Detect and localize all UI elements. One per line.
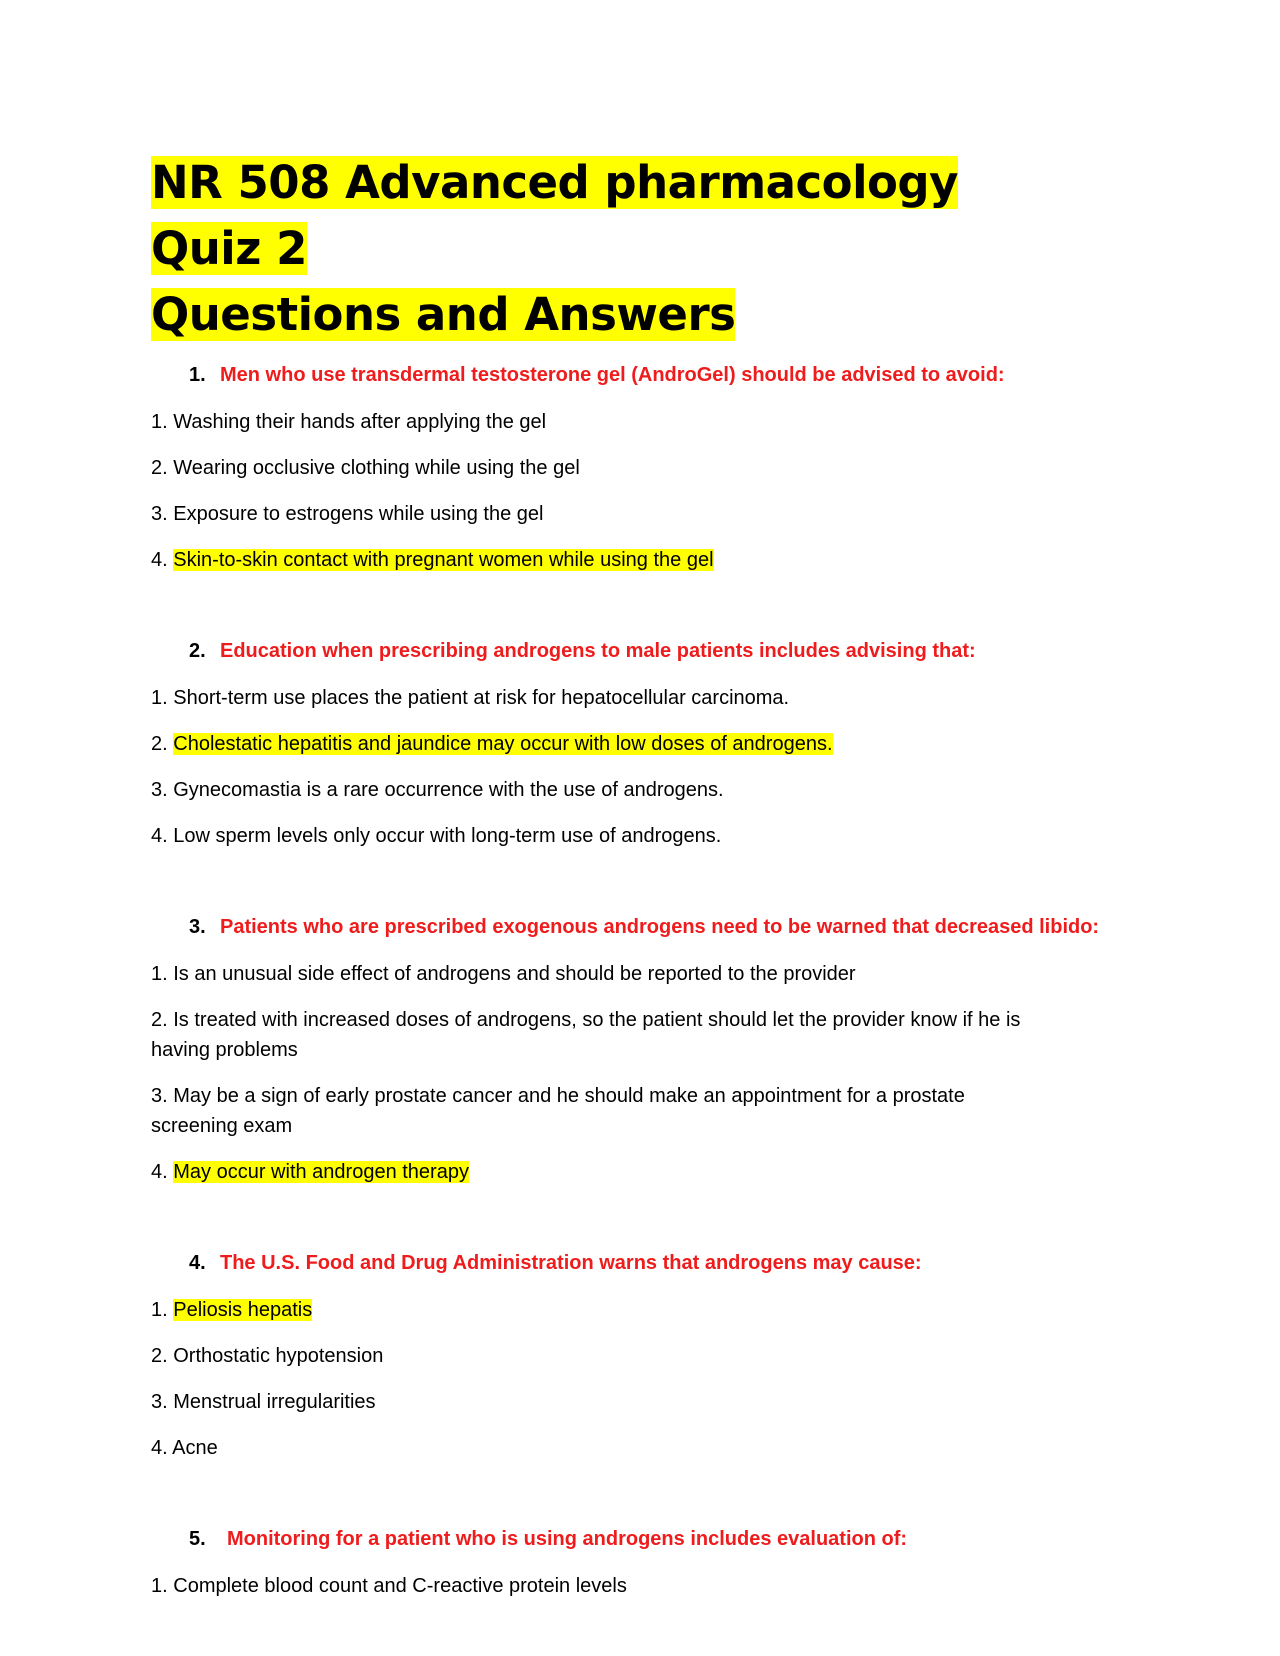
answer-option: 3. May be a sign of early prostate cancer and he should make an appointment for a prostate screening exam	[151, 1085, 965, 1137]
question-number: 4.	[189, 1252, 206, 1274]
question-number: 1.	[189, 364, 206, 386]
answer-option: 2. Is treated with increased doses of androgens, so the patient should let the provider know if he is having problems	[151, 1009, 1021, 1061]
option-text: Menstrual irregularities	[173, 1391, 376, 1413]
answer-option: 3. Exposure to estrogens while using the gel	[151, 503, 544, 525]
document-page	[151, 150, 1111, 1601]
question-heading	[151, 1249, 1111, 1277]
answer-option: 4. Acne	[151, 1437, 218, 1459]
option-text: Gynecomastia is a rare occurrence with the use of androgens.	[173, 779, 724, 801]
title-line-1: NR 508 Advanced pharmacology Quiz 2	[151, 156, 958, 275]
question-number: 3.	[189, 916, 206, 938]
question-text: Men who use transdermal testosterone gel (AndroGel) should be advised to avoid:	[220, 364, 1005, 386]
answer-option-correct: 4. Skin-to-skin contact with pregnant women while using the gel	[151, 549, 714, 571]
option-text-highlighted: Peliosis hepatis	[173, 1299, 313, 1321]
question-number: 2.	[189, 640, 206, 662]
answer-option: 1. Complete blood count and C-reactive protein levels	[151, 1575, 627, 1597]
question-number: 5.	[189, 1528, 206, 1550]
answer-option: 1. Short-term use places the patient at risk for hepatocellular carcinoma.	[151, 687, 790, 709]
answer-option: 1. Washing their hands after applying the gel	[151, 411, 547, 433]
question-text: Education when prescribing androgens to male patients includes advising that:	[220, 640, 976, 662]
question-heading	[151, 361, 1111, 389]
option-text: Is treated with increased doses of androgens, so the patient should let the provider know if he is having problems	[151, 1009, 1021, 1061]
question-text: The U.S. Food and Drug Administration warns that androgens may cause:	[220, 1252, 922, 1274]
answer-option-correct: 2. Cholestatic hepatitis and jaundice may occur with low doses of androgens.	[151, 733, 833, 755]
answer-option-correct: 4. May occur with androgen therapy	[151, 1161, 469, 1183]
option-text: Orthostatic hypotension	[173, 1345, 384, 1367]
option-text: Complete blood count and C-reactive protein levels	[173, 1575, 627, 1597]
answer-option: 1. Is an unusual side effect of androgens and should be reported to the provider	[151, 963, 856, 985]
answer-option: 3. Gynecomastia is a rare occurrence with the use of androgens.	[151, 779, 724, 801]
question-heading	[151, 1525, 1111, 1553]
option-text: Wearing occlusive clothing while using the gel	[173, 457, 580, 479]
answer-option: 3. Menstrual irregularities	[151, 1391, 376, 1413]
document-title	[151, 150, 1051, 348]
answer-option: 4. Low sperm levels only occur with long-term use of androgens.	[151, 825, 722, 847]
question-text: Monitoring for a patient who is using androgens includes evaluation of:	[227, 1528, 908, 1550]
option-text: Acne	[172, 1437, 218, 1459]
question-block-2	[151, 637, 1111, 851]
answer-option-correct: 1. Peliosis hepatis	[151, 1299, 313, 1321]
option-text: Washing their hands after applying the gel	[173, 411, 547, 433]
answer-option: 2. Orthostatic hypotension	[151, 1345, 384, 1367]
title-line-2: Questions and Answers	[151, 288, 736, 341]
question-block-5	[151, 1525, 1111, 1601]
option-text: Low sperm levels only occur with long-term use of androgens.	[173, 825, 722, 847]
option-text: Exposure to estrogens while using the gel	[173, 503, 544, 525]
option-text: Is an unusual side effect of androgens and should be reported to the provider	[173, 963, 856, 985]
question-heading	[151, 637, 1111, 665]
option-text-highlighted: Skin-to-skin contact with pregnant women while using the gel	[173, 549, 714, 571]
option-text-highlighted: Cholestatic hepatitis and jaundice may occur with low doses of androgens.	[173, 733, 833, 755]
question-block-1	[151, 361, 1111, 575]
question-block-4	[151, 1249, 1111, 1463]
question-block-3	[151, 913, 1111, 1187]
question-heading	[151, 913, 1111, 941]
answer-option: 2. Wearing occlusive clothing while using the gel	[151, 457, 580, 479]
option-text: May be a sign of early prostate cancer and he should make an appointment for a prostate screening exam	[151, 1085, 965, 1137]
option-text-highlighted: May occur with androgen therapy	[173, 1161, 469, 1183]
option-text: Short-term use places the patient at risk for hepatocellular carcinoma.	[173, 687, 790, 709]
question-text: Patients who are prescribed exogenous androgens need to be warned that decreased libido:	[220, 916, 1100, 938]
